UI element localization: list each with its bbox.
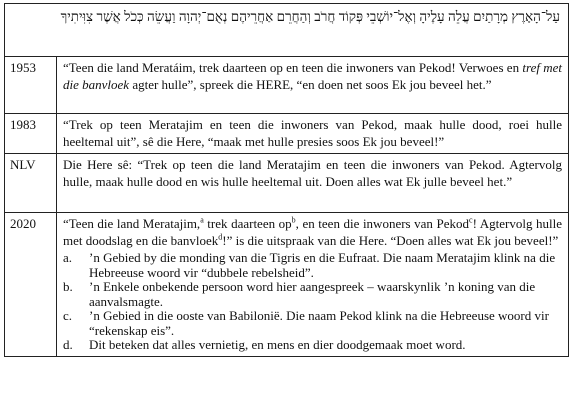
- footnote-ref: d: [218, 232, 223, 242]
- footnote-item: [63, 251, 562, 280]
- footnote-text: Dit beteken dat alles vernietig, en mens en dier doodgemaak moet word.: [89, 337, 466, 352]
- footnote-item: [63, 338, 562, 353]
- row-label: 1953: [5, 57, 57, 114]
- table-row: [5, 114, 569, 154]
- footnote-item: [63, 309, 562, 338]
- footnote-ref: c: [469, 215, 473, 225]
- translation-comparison-table: [4, 3, 569, 357]
- row-2020-main-text: “Teen die land Meratajim,$^a$ trek daarteen $op^b$, en teen die inwoners van Pekod$^c$! Agtervolg hulle met doodslag en die banvloek$^d$!” is die uitspraak van die Here. “Doen alles wat Ek jou beveel!”: [63, 215, 562, 248]
- footnote-ref: b: [291, 215, 296, 225]
- footnote-text: ’n Enkele onbekende persoon word hier aangespreek – waarskynlik ’n koning van die aanvalsmagte.: [89, 279, 536, 309]
- table-row: [5, 154, 569, 213]
- footnote-label: d.: [63, 337, 73, 352]
- footnote-label: a.: [63, 250, 73, 265]
- footnote-label: b.: [63, 279, 73, 294]
- row-label: 2020: [5, 213, 57, 357]
- footnote-text: ’n Gebied in die ooste van Babilonië. Die naam Pekod klink na die Hebreeuse woord vir “rekenskap eis”.: [89, 308, 549, 338]
- table-row: [5, 213, 569, 357]
- footnote-item: [63, 280, 562, 309]
- row-label: NLV: [5, 154, 57, 213]
- row-text: “Trek op teen Meratajim en teen die inwoners van Pekod, maak hulle dood, roei hulle heeltemal uit”, sê die Here, “maak met hulle presies soos Ek jou beveel!”: [57, 114, 569, 154]
- hebrew-row: [5, 4, 569, 57]
- footnote-text: ’n Gebied by die monding van die Tigris en die Eufraat. Die naam Meratajim klink na die Hebreeuse woord vir “dubbele rebelsheid”.: [89, 250, 556, 280]
- table-row: [5, 57, 569, 114]
- row-text: [57, 213, 569, 357]
- hebrew-verse: עַל־הָאָרֶץ מְרָתַיִם עֲלֵה עָלֶיהָ וְאֶל־יוֹשְׁבֵי פְּקוֹד חֲרֹב וְהַחֲרֵם אַחֲרֵיהֶם נְאֻם־יְהוָה וַעֲשֵׂה כְּכֹל אֲשֶׁר צִוִּיתִיךָ: [5, 4, 569, 57]
- footnote-label: c.: [63, 308, 73, 323]
- row-text: Die Here sê: “Trek op teen die land Meratajim en teen die inwoners van Pekod. Agtervolg hulle, maak hulle dood en wis hulle heeltemal uit. Doen alles wat Ek julle beveel het.”: [57, 154, 569, 213]
- italic-phrase: tref met die banvloek: [63, 60, 563, 92]
- row-text: “Teen die land Meratáim, trek daarteen op en teen die inwoners van Pekod! Verwoes en tref met die banvloek agter hulle”, spreek die HERE, “en doen net soos Ek jou beveel het.”: [57, 57, 569, 114]
- footnote-list: [63, 251, 562, 353]
- row-label: 1983: [5, 114, 57, 154]
- footnote-ref: a: [200, 215, 204, 225]
